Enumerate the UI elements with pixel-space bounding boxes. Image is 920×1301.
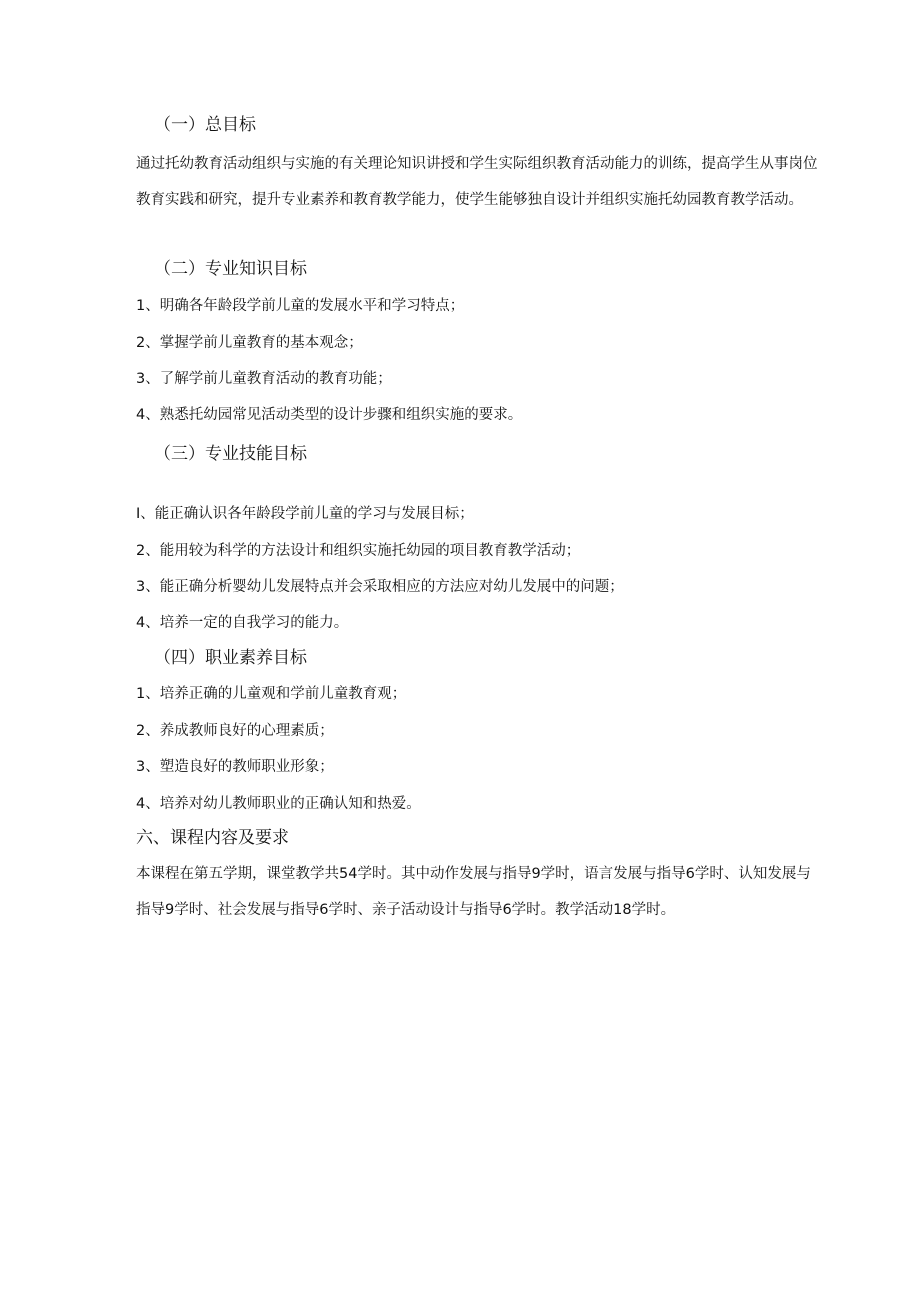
professional-goal-item-3: 3、塑造良好的教师职业形象；	[136, 759, 334, 775]
knowledge-goal-item-4: 4、熟悉托幼园常见活动类型的设计步骤和组织实施的要求。	[136, 407, 523, 423]
knowledge-goal-item-1: 1、明确各年龄段学前儿童的发展水平和学习特点；	[136, 298, 465, 314]
skills-goal-item-2: 2、能用较为科学的方法设计和组织实施托幼园的项目教育教学活动；	[136, 543, 581, 559]
knowledge-goal-item-3: 3、了解学前儿童教育活动的教育功能；	[136, 371, 392, 387]
overall-goal-heading: （一）总目标	[154, 115, 256, 135]
skills-goal-item-4: 4、培养一定的自我学习的能力。	[136, 615, 349, 631]
knowledge-goal-item-2: 2、掌握学前儿童教育的基本观念；	[136, 335, 363, 351]
professional-goal-item-2: 2、养成教师良好的心理素质；	[136, 723, 334, 739]
knowledge-goal-heading: （二）专业知识目标	[154, 259, 307, 279]
section-six-paragraph: 本课程在第五学期，课堂教学共54学时。其中动作发展与指导9学时，语言发展与指导6学时、认知发展与指导9学时、社会发展与指导6学时、亲子活动设计与指导6学时。教学活动18学时。	[136, 866, 811, 918]
professional-goal-heading: （四）职业素养目标	[154, 648, 307, 668]
skills-goal-item-3: 3、能正确分析婴幼儿发展特点并会采取相应的方法应对幼儿发展中的问题；	[136, 579, 624, 595]
skills-goal-heading: （三）专业技能目标	[154, 444, 307, 464]
skills-goal-item-1: I、能正确认识各年龄段学前儿童的学习与发展目标；	[136, 506, 474, 522]
overall-goal-paragraph: 通过托幼教育活动组织与实施的有关理论知识讲授和学生实际组织教育活动能力的训练，提高学生从事岗位教育实践和研究，提升专业素养和教育教学能力，使学生能够独自设计并组织实施托幼园教育教学活动。	[136, 156, 818, 208]
professional-goal-item-1: 1、培养正确的儿童观和学前儿童教育观；	[136, 686, 407, 702]
section-six-heading: 六、课程内容及要求	[136, 828, 289, 848]
professional-goal-item-4: 4、培养对幼儿教师职业的正确认知和热爱。	[136, 796, 421, 812]
